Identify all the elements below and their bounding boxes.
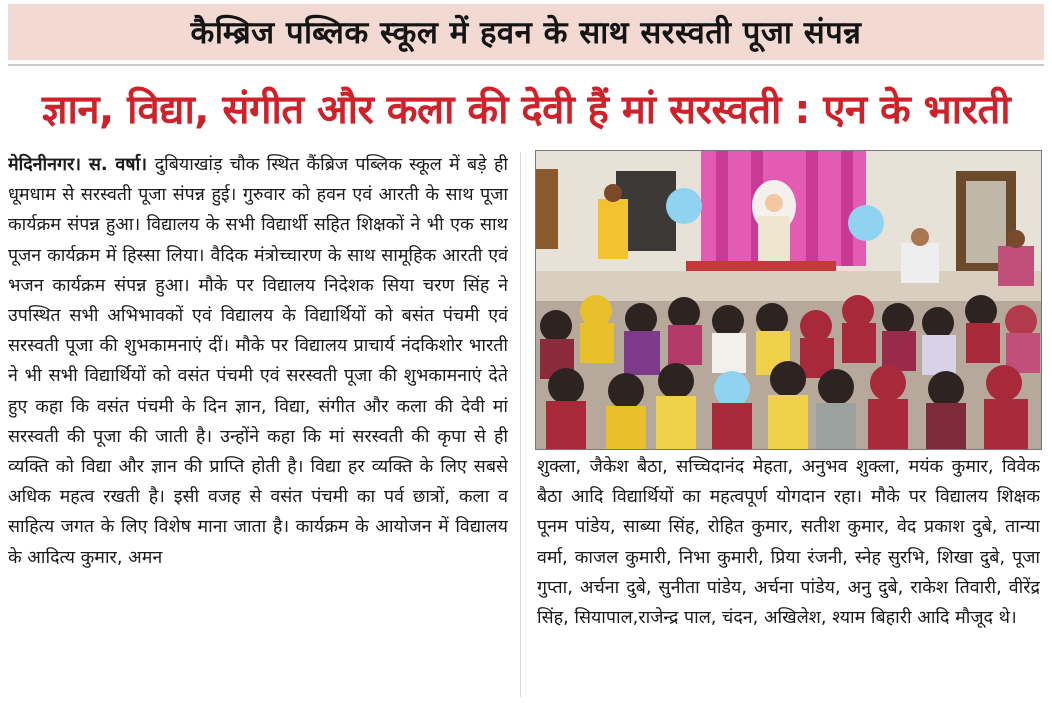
dateline: मेदिनीनगर। स. वर्षा।	[8, 154, 155, 175]
headline-block	[8, 72, 1044, 142]
column-divider	[520, 152, 521, 697]
event-photo	[535, 150, 1042, 450]
kicker-title: कैम्ब्रिज पब्लिक स्कूल में हवन के साथ सरस्वती पूजा संपन्न	[190, 15, 862, 51]
article-body-right	[537, 452, 1040, 700]
headline: ज्ञान, विद्या, संगीत और कला की देवी हैं मां सरस्वती : एन के भारती	[41, 86, 1011, 133]
article-body-left	[8, 150, 508, 700]
photo-illustration	[536, 151, 1041, 449]
body-text-left: दुबियाखांड़ चौक स्थित कैंब्रिज पब्लिक स्कूल में बड़े ही धूमधाम से सरस्वती पूजा संपन्न हुई। गुरुवार को हवन एवं आरती के साथ पूजा कार्यक्रम संपन्न हुआ। विद्यालय के सभी विद्यार्थी सहित शिक्षकों ने भी एक साथ पूजन कार्यक्रम में हिस्सा लिया। वैदिक मंत्रोच्चारण के साथ सामूहिक आरती एवं भजन कार्यक्रम संपन्न हुआ। मौके पर विद्यालय निदेशक सिया चरण सिंह ने उपस्थित सभी अभिभावकों एवं विद्यालय के विद्यार्थियों को बसंत पंचमी एवं सरस्वती पूजा की शुभकामनाएं दीं। मौके पर विद्यालय प्राचार्य नंदकिशोर भारती ने भी सभी विद्यार्थियों को वसंत पंचमी एवं सरस्वती पूजा की शुभकामनाएं देते हुए कहा कि वसंत पंचमी के दिन ज्ञान, विद्या, संगीत और कला की देवी मां सरस्वती की पूजा की जाती है। उन्होंने कहा कि मां सरस्वती की कृपा से ही व्यक्ति को विद्या और ज्ञान की प्राप्ति होती है। विद्या हर व्यक्ति के लिए सबसे अधिक महत्व रखती है। इसी वजह से वसंत पंचमी का पर्व छात्रों, कला व साहित्य जगत के लिए विशेष माना जाता है। कार्यक्रम के आयोजन में विद्यालय के आदित्य कुमार, अमन	[8, 154, 508, 568]
kicker-banner	[8, 4, 1044, 60]
body-text-right: शुक्ला, जैकेश बैठा, सच्चिदानंद मेहता, अनुभव शुक्ला, मयंक कुमार, विवेक बैठा आदि विद्यार्थियों का महत्वपूर्ण योगदान रहा। मौके पर विद्यालय शिक्षक पूनम पांडेय, साब्या सिंह, रोहित कुमार, सतीश कुमार, वेद प्रकाश दुबे, तान्या वर्मा, काजल कुमारी, निभा कुमारी, प्रिया रंजनी, स्नेह सुरभि, शिखा दुबे, पूजा गुप्ता, अर्चना दुबे, सुनीता पांडेय, अर्चना पांडेय, अनु दुबे, राकेश तिवारी, वीरेंद्र सिंह, सियापाल,राजेन्द्र पाल, चंदन, अखिलेश, श्याम बिहारी आदि मौजूद थे।	[537, 456, 1040, 629]
top-divider	[8, 64, 1044, 66]
